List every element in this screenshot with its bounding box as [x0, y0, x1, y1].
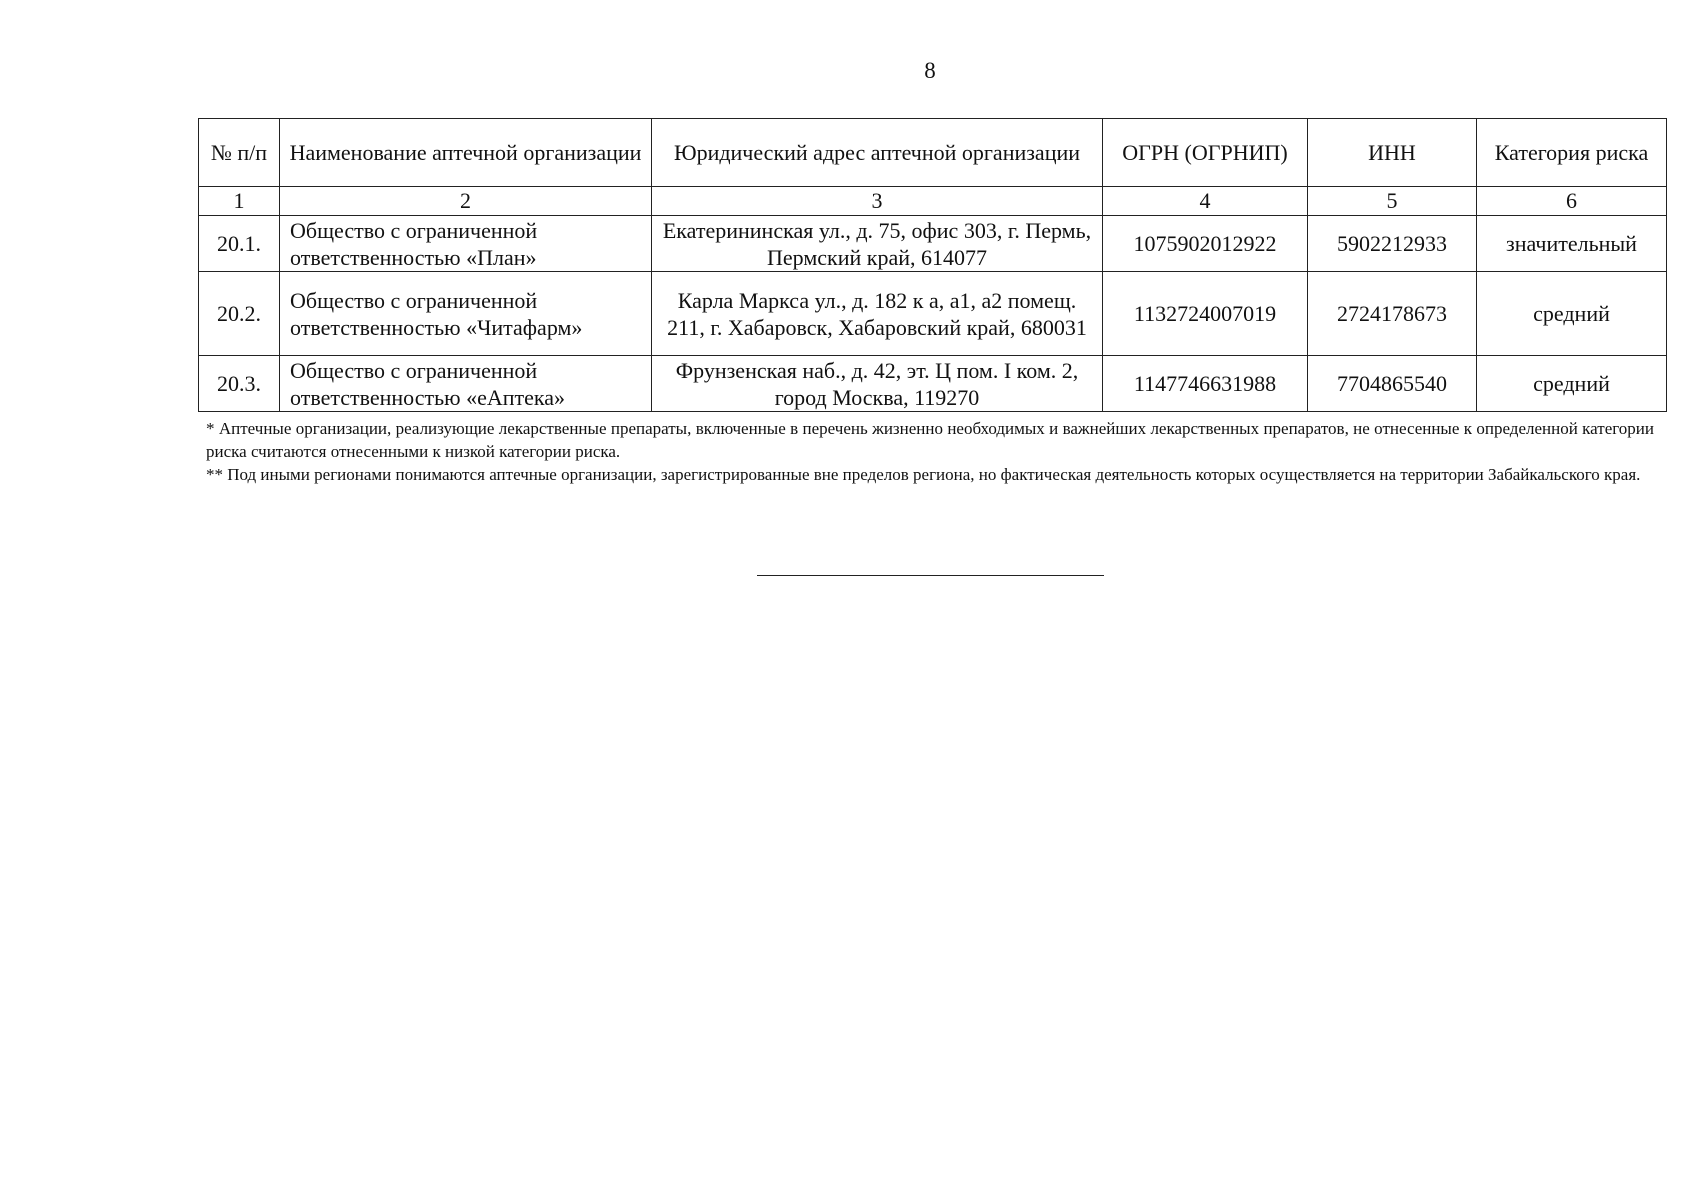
ogrn-value: 1147746631988 [1103, 356, 1308, 412]
column-number: 6 [1477, 187, 1667, 216]
row-number: 20.2. [199, 272, 280, 356]
org-name: Общество с ограниченной ответственностью «План» [280, 216, 652, 272]
column-number: 1 [199, 187, 280, 216]
inn-value: 5902212933 [1308, 216, 1477, 272]
footnote-other-regions: ** Под иными регионами понимаются аптечные организации, зарегистрированные вне пределов региона, но фактическая деятельность которых осуществляется на территории Забайкальского края. [206, 465, 1641, 484]
column-number: 2 [280, 187, 652, 216]
org-name: Общество с ограниченной ответственностью «еАптека» [280, 356, 652, 412]
risk-category: значительный [1477, 216, 1667, 272]
closing-divider-line [757, 575, 1104, 576]
page-number: 8 [924, 58, 936, 83]
header-legal-address: Юридический адрес аптечной организации [652, 119, 1103, 187]
risk-category: средний [1477, 356, 1667, 412]
table-header-row [199, 119, 1667, 187]
table-row [199, 272, 1667, 356]
column-number: 3 [652, 187, 1103, 216]
footnotes [206, 417, 1654, 486]
header-number: № п/п [199, 119, 280, 187]
column-number-row [199, 187, 1667, 216]
footnote-essential-drugs: * Аптечные организации, реализующие лекарственные препараты, включенные в перечень жизненно необходимых и важнейших лекарственных препаратов, не отнесенные к определенной категории риска считаются отнесенными к низкой категории риска. [206, 419, 1654, 461]
header-ogrn: ОГРН (ОГРНИП) [1103, 119, 1308, 187]
legal-address: Карла Маркса ул., д. 182 к а, а1, а2 помещ. 211, г. Хабаровск, Хабаровский край, 680031 [652, 272, 1103, 356]
inn-value: 2724178673 [1308, 272, 1477, 356]
column-number: 4 [1103, 187, 1308, 216]
header-org-name: Наименование аптечной организации [280, 119, 652, 187]
legal-address: Фрунзенская наб., д. 42, эт. Ц пом. I ком. 2, город Москва, 119270 [652, 356, 1103, 412]
risk-category: средний [1477, 272, 1667, 356]
inn-value: 7704865540 [1308, 356, 1477, 412]
table-row [199, 356, 1667, 412]
row-number: 20.1. [199, 216, 280, 272]
header-risk-category: Категория риска [1477, 119, 1667, 187]
org-name: Общество с ограниченной ответственностью «Читафарм» [280, 272, 652, 356]
row-number: 20.3. [199, 356, 280, 412]
legal-address: Екатерининская ул., д. 75, офис 303, г. Пермь, Пермский край, 614077 [652, 216, 1103, 272]
column-number: 5 [1308, 187, 1477, 216]
header-inn: ИНН [1308, 119, 1477, 187]
table-row [199, 216, 1667, 272]
pharmacy-registry-table [198, 118, 1667, 412]
ogrn-value: 1075902012922 [1103, 216, 1308, 272]
ogrn-value: 1132724007019 [1103, 272, 1308, 356]
